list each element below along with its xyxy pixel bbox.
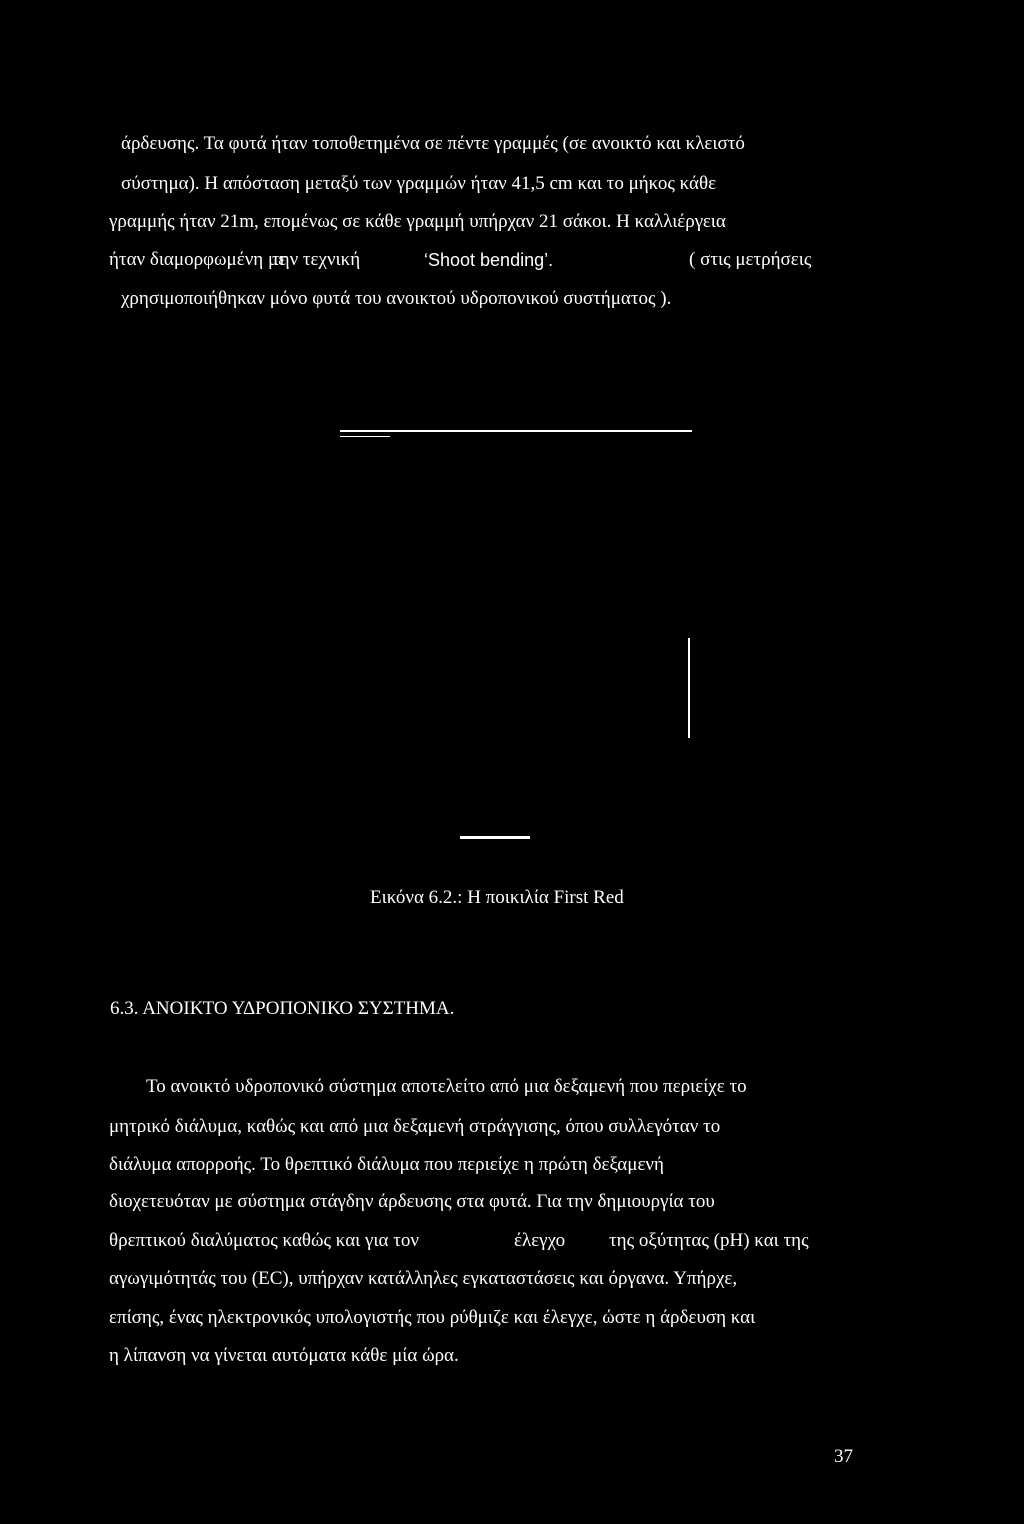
paragraph-2-line-3-text: διάλυμα απορροής. Το θρεπτικό διάλυμα που περιείχε η πρώτη δεξαμενή xyxy=(109,1154,664,1175)
paragraph-2-line-6 xyxy=(109,1267,737,1291)
paragraph-1-line-4-part-d: ( στις μετρήσεις xyxy=(689,249,812,270)
paragraph-2-line-2 xyxy=(109,1115,720,1139)
paragraph-1-line-2-text: σύστημα). Η απόσταση μεταξύ των γραμμών ήταν 41,5 cm και το μήκος κάθε xyxy=(121,173,717,194)
paragraph-2-line-1 xyxy=(146,1075,747,1099)
paragraph-1-line-3 xyxy=(109,210,726,234)
paragraph-2-line-8 xyxy=(109,1344,459,1368)
paragraph-1-line-1-text: άρδευσης. Τα φυτά ήταν τοποθετημένα σε πέντε γραμμές (σε ανοικτό και κλειστό xyxy=(121,133,745,154)
section-heading-text: 6.3. ΑΝΟΙΚΤΟ ΥΔΡΟΠΟΝΙΚΟ ΣΥΣΤΗΜΑ. xyxy=(110,998,455,1019)
paragraph-2-line-7 xyxy=(109,1306,755,1330)
figure-right-edge-line xyxy=(688,638,690,738)
paragraph-1-line-2 xyxy=(121,172,716,196)
figure-bottom-edge-line xyxy=(460,836,530,839)
figure-edge-fragment xyxy=(340,436,390,437)
paragraph-2-line-4-text: διοχετευόταν με σύστημα στάγδην άρδευσης στα φυτά. Για την δημιουργία του xyxy=(109,1191,715,1212)
figure-top-edge-line xyxy=(340,430,692,432)
paragraph-2-line-3 xyxy=(109,1153,664,1177)
figure-caption-text: Εικόνα 6.2.: Η ποικιλία First Red xyxy=(370,887,624,908)
paragraph-1-line-3-text: γραμμής ήταν 21m, επομένως σε κάθε γραμμή υπήρχαν 21 σάκοι. Η καλλιέργεια xyxy=(109,211,726,232)
paragraph-2-line-6-text: αγωγιμότητάς του (EC), υπήρχαν κατάλληλες εγκαταστάσεις και όργανα. Υπήρχε, xyxy=(109,1268,738,1289)
paragraph-1-line-4-part-a: ήταν διαμορφωμένη με xyxy=(109,249,287,270)
paragraph-2-line-2-text: μητρικό διάλυμα, καθώς και από μια δεξαμενή στράγγισης, όπου συλλεγόταν το xyxy=(109,1116,721,1137)
paragraph-1-line-4-part-b: την τεχνική xyxy=(272,249,361,270)
paragraph-1-line-4-part-c: ‘Shoot bending’. xyxy=(424,250,554,270)
paragraph-1-line-5 xyxy=(121,287,671,311)
paragraph-2-line-8-text: η λίπανση να γίνεται αυτόματα κάθε μία ώρα. xyxy=(109,1345,459,1366)
figure-caption xyxy=(370,886,624,910)
paragraph-2-line-5-part-a: θρεπτικού διαλύματος καθώς και για τον xyxy=(109,1230,419,1251)
paragraph-2-line-1-text: Το ανοικτό υδροπονικό σύστημα αποτελείτο από μια δεξαμενή που περιείχε το xyxy=(146,1076,747,1097)
paragraph-1-line-5-text: χρησιμοποιήθηκαν μόνο φυτά του ανοικτού υδροπονικού συστήματος ). xyxy=(121,288,672,309)
section-heading xyxy=(110,997,454,1021)
page-number xyxy=(834,1445,853,1469)
paragraph-2-line-5-part-c: της οξύτητας (pH) και της xyxy=(609,1230,809,1251)
page-number-text: 37 xyxy=(834,1446,853,1467)
paragraph-2-line-5-part-b: έλεγχο xyxy=(514,1230,566,1251)
paragraph-1-line-1 xyxy=(121,132,866,156)
paragraph-2-line-7-text: επίσης, ένας ηλεκτρονικός υπολογιστής που ρύθμιζε και έλεγχε, ώστε η άρδευση και xyxy=(109,1307,756,1328)
paragraph-2-line-4 xyxy=(109,1190,715,1214)
